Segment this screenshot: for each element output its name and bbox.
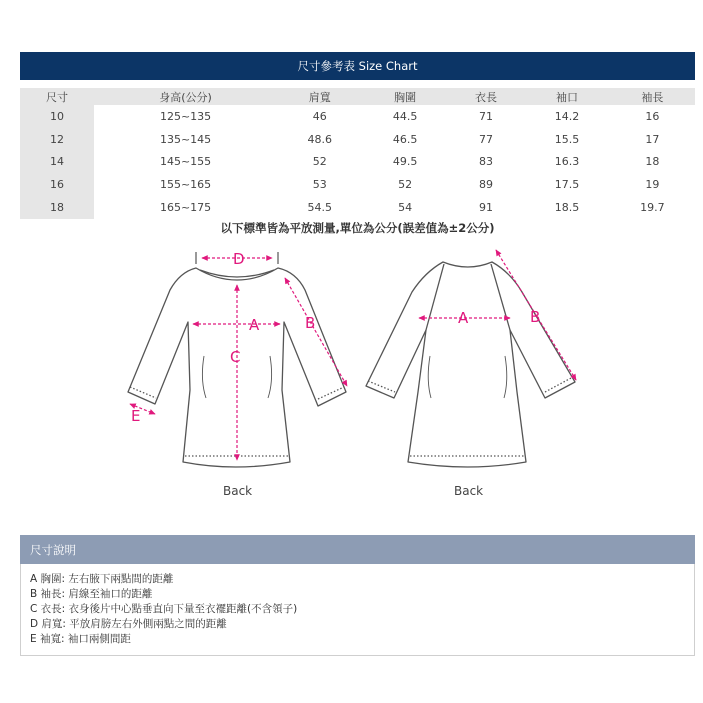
label-b-right: B	[530, 308, 541, 326]
table-header-row	[20, 88, 695, 105]
left-caption: Back	[223, 484, 253, 498]
table-cell: 46	[312, 109, 327, 123]
description-list	[20, 564, 695, 656]
label-a: A	[249, 316, 260, 334]
right-dress-outline	[366, 262, 575, 467]
label-e: E	[131, 407, 141, 425]
header-size: 尺寸	[20, 88, 94, 105]
table-cell: 19	[645, 178, 660, 192]
description-item: A 胸圍: 左右腋下兩點間的距離	[30, 573, 174, 585]
table-cell: 165~175	[159, 201, 212, 215]
table-cell: 44.5	[392, 109, 418, 123]
table-row	[20, 173, 695, 196]
label-a-right: A	[458, 309, 469, 327]
table-cell: 48.6	[307, 132, 333, 146]
table-cell: 155~165	[159, 178, 212, 192]
size-table	[20, 88, 695, 219]
table-cell: 83	[479, 155, 494, 169]
table-cell: 71	[479, 109, 494, 123]
table-cell: 53	[312, 178, 327, 192]
measurement-note: 以下標準皆為平放測量,單位為公分(誤差值為±2公分)	[220, 221, 495, 235]
table-cell: 17	[645, 132, 660, 146]
description-item: C 衣長: 衣身後片中心點垂直向下量至衣襬距離(不含領子)	[30, 603, 298, 615]
table-cell: 18	[20, 196, 94, 219]
table-cell: 15.5	[554, 132, 580, 146]
table-cell: 52	[312, 155, 327, 169]
table-cell: 12	[20, 128, 94, 151]
table-cell: 49.5	[392, 155, 418, 169]
header-length: 衣長	[448, 88, 525, 105]
garment-diagrams	[0, 236, 703, 506]
header-height: 身高(公分)	[94, 88, 277, 105]
table-cell: 14.2	[554, 109, 580, 123]
header-cuff: 袖口	[524, 88, 609, 105]
table-cell: 19.7	[640, 201, 665, 215]
label-c: C	[230, 348, 241, 366]
description-item: E 袖寬: 袖口兩側間距	[30, 633, 131, 645]
table-cell: 16.3	[554, 155, 580, 169]
table-cell: 54.5	[307, 201, 333, 215]
table-cell: 54	[398, 201, 413, 215]
header-sleeve: 袖長	[610, 88, 695, 105]
table-cell: 18	[645, 155, 660, 169]
label-d: D	[233, 250, 245, 268]
table-cell: 46.5	[392, 132, 418, 146]
table-cell: 14	[20, 151, 94, 174]
table-cell: 16	[645, 109, 660, 123]
size-chart-title: 尺寸參考表 Size Chart	[20, 52, 695, 80]
header-chest: 胸圍	[362, 88, 447, 105]
table-cell: 16	[20, 173, 94, 196]
description-heading: 尺寸說明	[20, 535, 695, 564]
description-item: B 袖長: 肩線至袖口的距離	[30, 588, 153, 600]
right-caption: Back	[454, 484, 484, 498]
label-b: B	[305, 314, 316, 332]
table-cell: 125~135	[159, 109, 212, 123]
header-shoulder: 肩寬	[277, 88, 362, 105]
table-cell: 89	[479, 178, 494, 192]
table-row	[20, 196, 695, 219]
table-cell: 135~145	[159, 132, 212, 146]
table-cell: 10	[20, 105, 94, 128]
table-row	[20, 151, 695, 174]
table-cell: 17.5	[554, 178, 580, 192]
table-cell: 91	[479, 201, 494, 215]
table-row	[20, 128, 695, 151]
description-item: D 肩寬: 平放肩膀左右外側兩點之間的距離	[30, 618, 227, 630]
table-cell: 77	[479, 132, 494, 146]
table-cell: 18.5	[554, 201, 580, 215]
table-row	[20, 105, 695, 128]
table-cell: 52	[398, 178, 413, 192]
table-cell: 145~155	[159, 155, 212, 169]
